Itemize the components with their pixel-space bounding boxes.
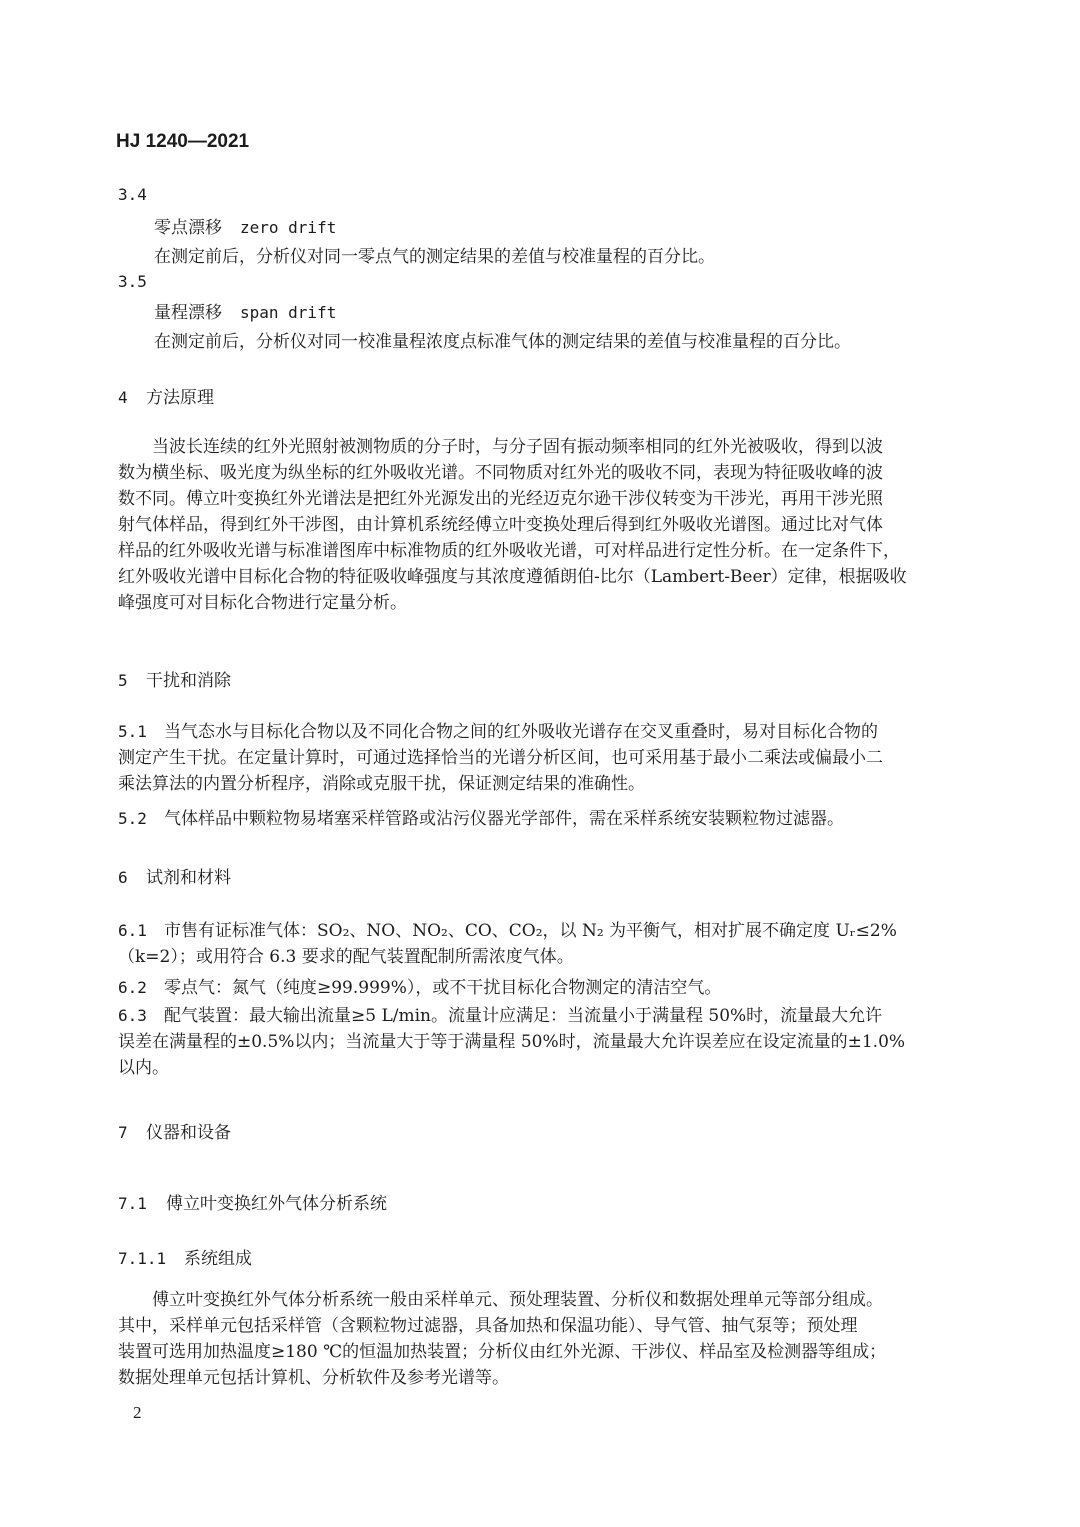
clause-6-1 [118, 918, 968, 970]
clause-line: 配气装置：最大输出流量≥5 L/min。流量计应满足：当流量小于满量程 50%时，流量最大允许 [164, 1006, 883, 1026]
clause-number: 5.2 [118, 809, 147, 828]
section-title: 方法原理 [146, 388, 214, 408]
method-principle-paragraph [118, 434, 968, 616]
term-title [154, 298, 1004, 323]
clause-6-3 [118, 1003, 968, 1081]
section-number: 5 [118, 671, 128, 690]
paragraph-line: 红外吸收光谱中目标化合物的特征吸收峰强度与其浓度遵循朗伯-比尔（Lambert-Beer）定律，根据吸收 [118, 567, 907, 587]
term-number: 3.4 [118, 185, 147, 204]
term-en: span drift [240, 303, 337, 322]
paragraph-line: 数据处理单元包括计算机、分析软件及参考光谱等。 [118, 1368, 509, 1388]
term-zh: 量程漂移 [154, 303, 222, 323]
subsection-number: 7.1 [118, 1194, 147, 1213]
clause-5-1 [118, 719, 968, 797]
term-title [154, 213, 1004, 238]
subsubsection-heading [118, 1244, 968, 1269]
section-title: 试剂和材料 [146, 868, 231, 888]
subsubsection-number: 7.1.1 [118, 1249, 167, 1268]
section-number: 6 [118, 868, 128, 887]
clause-5-2 [118, 806, 968, 832]
clause-number: 6.1 [118, 921, 147, 940]
term-number: 3.5 [118, 272, 147, 291]
paragraph-line: 峰强度可对目标化合物进行定量分析。 [118, 593, 407, 613]
term-en: zero drift [240, 218, 337, 237]
paragraph-line: 其中，采样单元包括采样管（含颗粒物过滤器，具备加热和保温功能）、导气管、抽气泵等；预处理 [118, 1316, 858, 1336]
term-definition: 在测定前后，分析仪对同一零点气的测定结果的差值与校准量程的百分比。 [154, 247, 715, 267]
term-zh: 零点漂移 [154, 218, 222, 238]
paragraph-line: 装置可选用加热温度≥180 ℃的恒温加热装置；分析仪由红外光源、干涉仪、样品室及检测器等组成； [118, 1342, 887, 1362]
clause-number: 6.2 [118, 978, 147, 997]
paragraph-line: 数为横坐标、吸光度为纵坐标的红外吸收光谱。不同物质对红外光的吸收不同，表现为特征吸收峰的波 [118, 463, 883, 483]
clause-line: 误差在满量程的±0.5%以内；当流量大于等于满量程 50%时，流量最大允许误差应在设定流量的±1.0% [118, 1032, 906, 1052]
clause-line: 以内。 [118, 1058, 169, 1078]
clause-text: 零点气：氮气（纯度≥99.999%），或不干扰目标化合物测定的清洁空气。 [164, 978, 722, 998]
standard-code-header: HJ 1240—2021 [116, 131, 250, 152]
paragraph-line: 傅立叶变换红外气体分析系统一般由采样单元、预处理装置、分析仪和数据处理单元等部分组成。 [152, 1290, 883, 1310]
section-title: 仪器和设备 [146, 1123, 231, 1143]
clause-number: 6.3 [118, 1006, 147, 1025]
paragraph-line: 当波长连续的红外光照射被测物质的分子时，与分子固有振动频率相同的红外光被吸收，得到以波 [152, 437, 883, 457]
clause-text: 气体样品中颗粒物易堵塞采样管路或沾污仪器光学部件，需在采样系统安装颗粒物过滤器。 [164, 809, 844, 829]
term-definition: 在测定前后，分析仪对同一校准量程浓度点标准气体的测定结果的差值与校准量程的百分比。 [154, 332, 851, 352]
section-heading [118, 1118, 968, 1143]
system-composition-paragraph [118, 1287, 968, 1391]
subsection-heading [118, 1189, 968, 1214]
clause-line: 测定产生干扰。在定量计算时，可通过选择恰当的光谱分析区间，也可采用基于最小二乘法或偏最小二 [118, 748, 883, 768]
section-number: 7 [118, 1123, 128, 1142]
section-number: 4 [118, 388, 128, 407]
section-heading [118, 666, 968, 691]
section-heading [118, 383, 968, 408]
section-heading [118, 863, 968, 888]
subsubsection-title: 系统组成 [184, 1249, 252, 1269]
clause-line: 市售有证标准气体：SO₂、NO、NO₂、CO、CO₂，以 N₂ 为平衡气，相对扩展不确定度 Uᵣ≤2% [164, 921, 897, 941]
subsection-title: 傅立叶变换红外气体分析系统 [166, 1194, 387, 1214]
clause-number: 5.1 [118, 722, 147, 741]
clause-6-2 [118, 975, 968, 1001]
clause-line: 当气态水与目标化合物以及不同化合物之间的红外吸收光谱存在交叉重叠时，易对目标化合物的 [164, 722, 878, 742]
clause-line: 乘法算法的内置分析程序，消除或克服干扰，保证测定结果的准确性。 [118, 774, 645, 794]
paragraph-line: 射气体样品，得到红外干涉图，由计算机系统经傅立叶变换处理后得到红外吸收光谱图。通过比对气体 [118, 515, 883, 535]
section-title: 干扰和消除 [146, 671, 231, 691]
paragraph-line: 样品的红外吸收光谱与标准谱图库中标准物质的红外吸收光谱，可对样品进行定性分析。在一定条件下， [118, 541, 900, 561]
page-number: 2 [133, 1403, 142, 1422]
paragraph-line: 数不同。傅立叶变换红外光谱法是把红外光源发出的光经迈克尔逊干涉仪转变为干涉光，再用干涉光照 [118, 489, 883, 509]
clause-line: （k=2）；或用符合 6.3 要求的配气装置配制所需浓度气体。 [118, 947, 574, 967]
